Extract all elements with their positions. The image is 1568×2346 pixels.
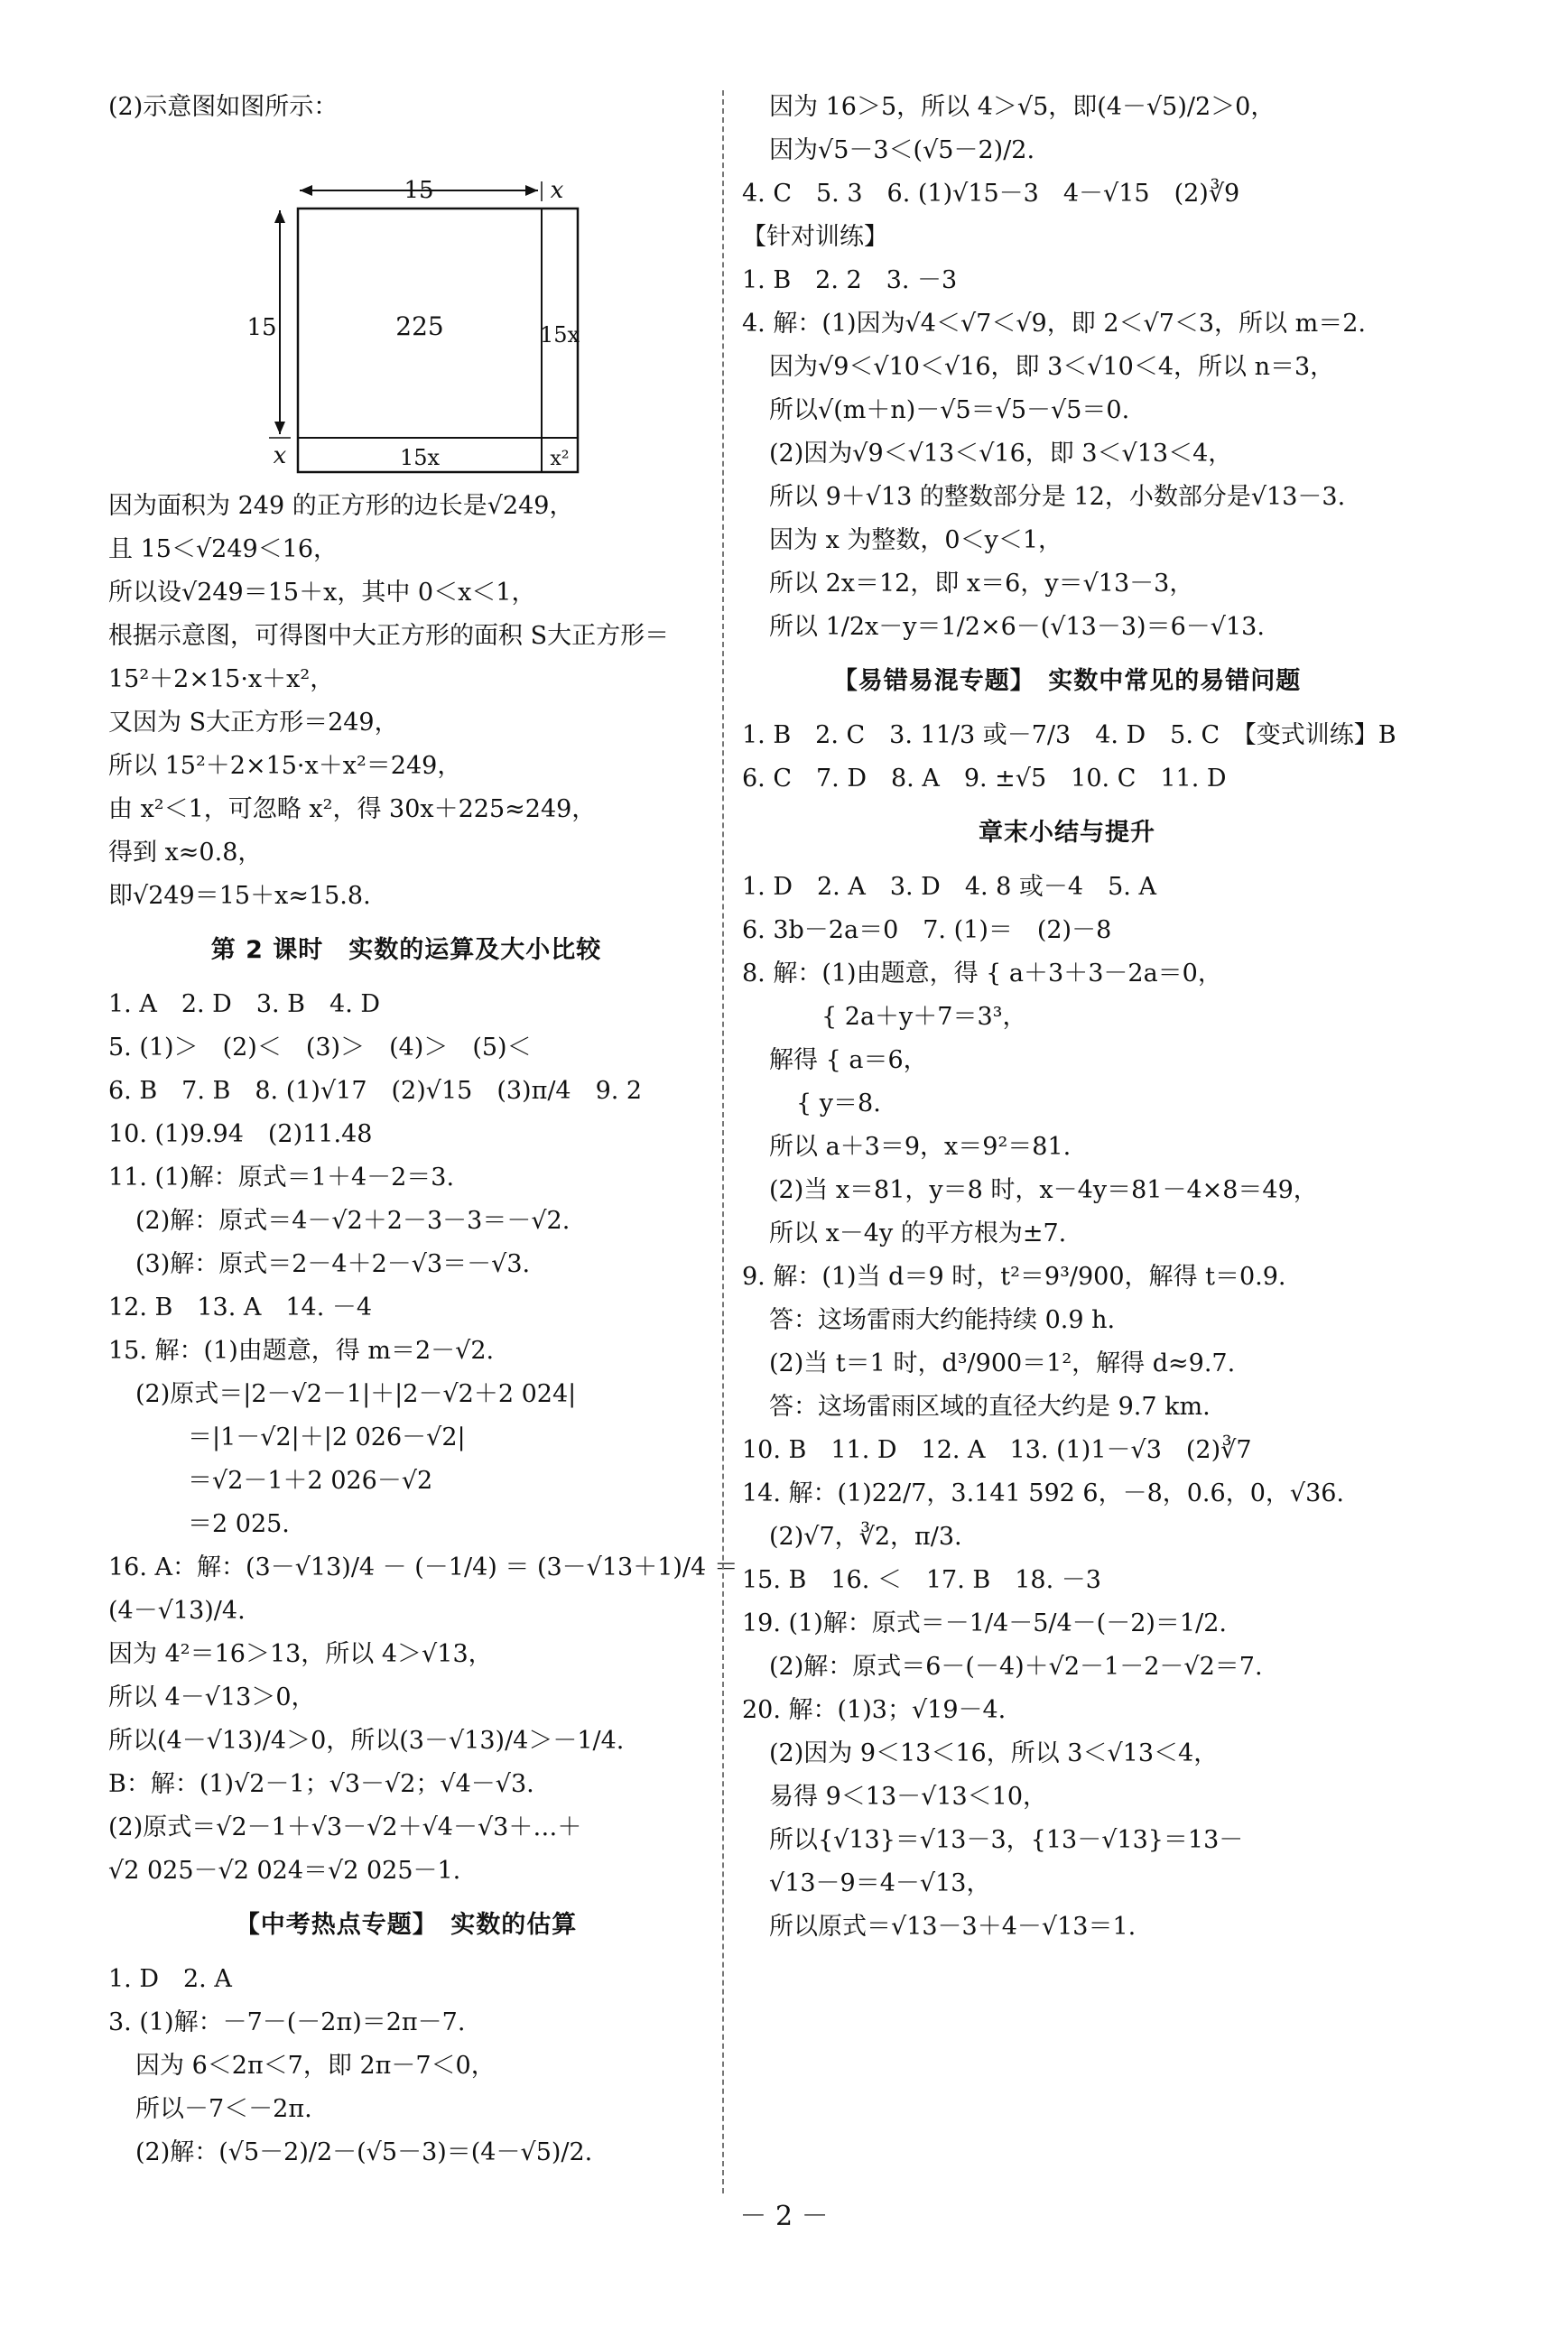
- answer-line: 根据示意图，可得图中大正方形的面积 S大正方形＝: [108, 622, 670, 650]
- lesson2-title: 第 2 课时 实数的运算及大小比较: [210, 936, 602, 964]
- answer-line: 因为√5－3＜(√5－2)/2.: [769, 136, 1035, 164]
- right-answers-part1: [742, 86, 1392, 649]
- answer-line: (2)解：(√5－2)/2－(√5－3)＝(4－√5)/2.: [135, 2138, 593, 2166]
- answer-line: { y＝8.: [796, 1090, 881, 1117]
- arrowhead-right-icon: [525, 185, 538, 196]
- answer-line: 因为 x 为整数，0＜y＜1，: [769, 526, 1063, 554]
- center-label: 225: [395, 311, 444, 341]
- answer-line: 所以√(m＋n)－√5＝√5－√5＝0.: [769, 396, 1130, 424]
- answer-line: { 2a＋y＋7＝3³，: [821, 1003, 1027, 1031]
- answer-line: 4. C 5. 3 6. (1)√15－3 4－√15 (2)∛9: [742, 180, 1240, 208]
- arrowhead-up-icon: [274, 210, 285, 223]
- answer-line: (2)当 x＝81，y＝8 时，x－4y＝81－4×8＝49，: [769, 1176, 1318, 1204]
- answer-line: 因为 4²＝16＞13，所以 4＞√13，: [108, 1640, 493, 1668]
- answer-line: 因为 6＜2π＜7，即 2π－7＜0，: [135, 2052, 496, 2080]
- answer-line: 即√249＝15＋x≈15.8.: [108, 882, 371, 910]
- answer-line: 11. (1)解：原式＝1＋4－2＝3.: [108, 1164, 455, 1192]
- answer-line: 所以 15²＋2×15·x＋x²＝249，: [108, 752, 462, 780]
- answer-line: 9. 解：(1)当 d＝9 时，t²＝9³/900，解得 t＝0.9.: [742, 1263, 1286, 1291]
- column-divider: [722, 90, 724, 2193]
- topic2-title: 【易错易混专题】 实数中常见的易错问题: [832, 667, 1302, 695]
- answer-line: 因为面积为 249 的正方形的边长是√249，: [108, 492, 574, 520]
- answer-line: 得到 x≈0.8，: [108, 839, 263, 867]
- answer-line: 10. B 11. D 12. A 13. (1)1－√3 (2)∛7: [742, 1436, 1252, 1464]
- answer-line: 16. A：解：(3－√13)/4 － (－1/4) ＝ (3－√13＋1)/4 ＝: [108, 1553, 738, 1581]
- answer-line: 由 x²＜1，可忽略 x²，得 30x＋225≈249，: [108, 795, 597, 823]
- answer-line: 所以设√249＝15＋x，其中 0＜x＜1，: [108, 579, 536, 607]
- arrowhead-down-icon: [274, 422, 285, 434]
- arrowhead-left-icon: [300, 185, 312, 196]
- topic1-answers: [108, 1958, 704, 2174]
- answer-line: 因为 16＞5，所以 4＞√5，即(4－√5)/2＞0，: [769, 93, 1276, 121]
- answer-line: 答：这场雷雨区域的直径大约是 9.7 km.: [769, 1393, 1211, 1421]
- intro-line: (2)示意图如图所示：: [108, 93, 339, 121]
- side-label: 15: [246, 314, 277, 341]
- side-x-label: x: [273, 442, 287, 469]
- topic1-title: 【中考热点专题】 实数的估算: [235, 1911, 578, 1939]
- answer-line: √13－9＝4－√13，: [769, 1869, 991, 1897]
- answer-line: 1. D 2. A: [108, 1965, 232, 1993]
- answer-line: 因为√9＜√10＜√16，即 3＜√10＜4，所以 n＝3，: [769, 353, 1335, 381]
- answer-line: 6. 3b－2a＝0 7. (1)＝ (2)－8: [742, 916, 1112, 944]
- answer-line: (4－√13)/4.: [108, 1597, 246, 1625]
- answer-line: 1. A 2. D 3. B 4. D: [108, 990, 381, 1018]
- left-column: [108, 86, 738, 2174]
- answer-line: 所以－7＜－2π.: [135, 2095, 312, 2123]
- answer-line: 6. C 7. D 8. A 9. ±√5 10. C 11. D: [742, 765, 1227, 793]
- proof-block: [108, 485, 704, 918]
- answer-line: 所以原式＝√13－3＋4－√13＝1.: [769, 1913, 1137, 1941]
- answer-line: (2)√7，∛2，π/3.: [769, 1523, 962, 1551]
- answer-line: B：解：(1)√2－1；√3－√2；√4－√3.: [108, 1770, 534, 1798]
- answer-line: 解得 { a＝6，: [769, 1046, 928, 1074]
- answer-line: 所以 a＋3＝9，x＝9²＝81.: [769, 1133, 1072, 1161]
- answer-line: 又因为 S大正方形＝249，: [108, 709, 399, 737]
- answer-line: 10. (1)9.94 (2)11.48: [108, 1120, 373, 1148]
- square-diagram: [108, 136, 614, 479]
- answer-line: 19. (1)解：原式＝－1/4－5/4－(－2)＝1/2.: [742, 1609, 1227, 1637]
- answer-line: 3. (1)解：－7－(－2π)＝2π－7.: [108, 2008, 466, 2036]
- answer-line: 且 15＜√249＜16，: [108, 535, 339, 563]
- bottom-strip-label: 15x: [399, 445, 441, 470]
- answer-line: 所以{√13}＝√13－3，{13－√13}＝13－: [769, 1826, 1244, 1854]
- answer-line: 所以(4－√13)/4＞0，所以(3－√13)/4＞－1/4.: [108, 1727, 625, 1755]
- corner-label: x²: [550, 448, 570, 470]
- summary-title: 章末小结与提升: [979, 819, 1155, 847]
- answer-line: 答：这场雷雨大约能持续 0.9 h.: [769, 1306, 1116, 1334]
- answer-line: (3)解：原式＝2－4＋2－√3＝－√3.: [135, 1250, 531, 1278]
- answer-line: 15. B 16. ＜ 17. B 18. －3: [742, 1566, 1101, 1594]
- answer-line: 易得 9＜13－√13＜10，: [769, 1783, 1048, 1811]
- answer-line: (2)原式＝√2－1＋√3－√2＋√4－√3＋…＋: [108, 1813, 582, 1841]
- answer-line: 1. B 2. C 3. 11/3 或－7/3 4. D 5. C 【变式训练】B: [742, 721, 1396, 749]
- answer-line: 所以 1/2x－y＝1/2×6－(√13－3)＝6－√13.: [769, 613, 1265, 641]
- answer-line: 1. B 2. 2 3. －3: [742, 266, 958, 294]
- answer-line: 4. 解：(1)因为√4＜√7＜√9，即 2＜√7＜3，所以 m＝2.: [742, 310, 1367, 338]
- answer-line: 所以 9＋√13 的整数部分是 12，小数部分是√13－3.: [769, 483, 1346, 511]
- answer-line: (2)当 t＝1 时，d³/900＝1²，解得 d≈9.7.: [769, 1349, 1236, 1377]
- answer-line: 12. B 13. A 14. －4: [108, 1294, 373, 1321]
- right-column: [742, 86, 1396, 1949]
- right-answers-part3: [742, 866, 1392, 1949]
- answer-line: 6. B 7. B 8. (1)√17 (2)√15 (3)π/4 9. 2: [108, 1077, 643, 1105]
- answer-line: 15²＋2×15·x＋x²，: [108, 665, 335, 693]
- answer-line: 15. 解：(1)由题意，得 m＝2－√2.: [108, 1337, 495, 1365]
- lesson2-answers: [108, 983, 738, 1893]
- answer-line: 8. 解：(1)由题意，得 { a＋3＋3－2a＝0，: [742, 960, 1222, 988]
- answer-line: 所以 x－4y 的平方根为±7.: [769, 1219, 1067, 1247]
- answer-line: 1. D 2. A 3. D 4. 8 或－4 5. A: [742, 873, 1156, 901]
- answer-line: (2)解：原式＝6－(－4)＋√2－1－2－√2＝7.: [769, 1653, 1263, 1681]
- right-strip-label: 15x: [539, 322, 580, 348]
- answer-line: 【针对训练】: [742, 223, 888, 251]
- page-number: － 2 －: [739, 2201, 829, 2232]
- answer-line: 14. 解：(1)22/7，3.141 592 6，－8，0.6，0，√36.: [742, 1479, 1345, 1507]
- answer-line: 5. (1)＞ (2)＜ (3)＞ (4)＞ (5)＜: [108, 1034, 532, 1062]
- answer-line: (2)原式＝|2－√2－1|＋|2－√2＋2 024|: [135, 1380, 577, 1408]
- answer-line: ＝√2－1＋2 026－√2: [188, 1467, 433, 1495]
- answer-line: (2)解：原式＝4－√2＋2－3－3＝－√2.: [135, 1207, 571, 1235]
- answer-line: ＝|1－√2|＋|2 026－√2|: [188, 1423, 466, 1451]
- answer-line: 20. 解：(1)3；√19－4.: [742, 1696, 1007, 1724]
- right-answers-part2: [742, 714, 1396, 801]
- answer-line: ＝2 025.: [188, 1510, 290, 1538]
- answer-line: √2 025－√2 024＝√2 025－1.: [108, 1857, 461, 1885]
- answer-line: 所以 4－√13＞0，: [108, 1683, 316, 1711]
- answer-line: (2)因为√9＜√13＜√16，即 3＜√13＜4，: [769, 440, 1233, 468]
- answer-line: (2)因为 9＜13＜16，所以 3＜√13＜4，: [769, 1739, 1219, 1767]
- top-label: 15: [404, 177, 434, 204]
- top-x-label: x: [550, 177, 564, 204]
- answer-line: 所以 2x＝12，即 x＝6，y＝√13－3，: [769, 570, 1194, 598]
